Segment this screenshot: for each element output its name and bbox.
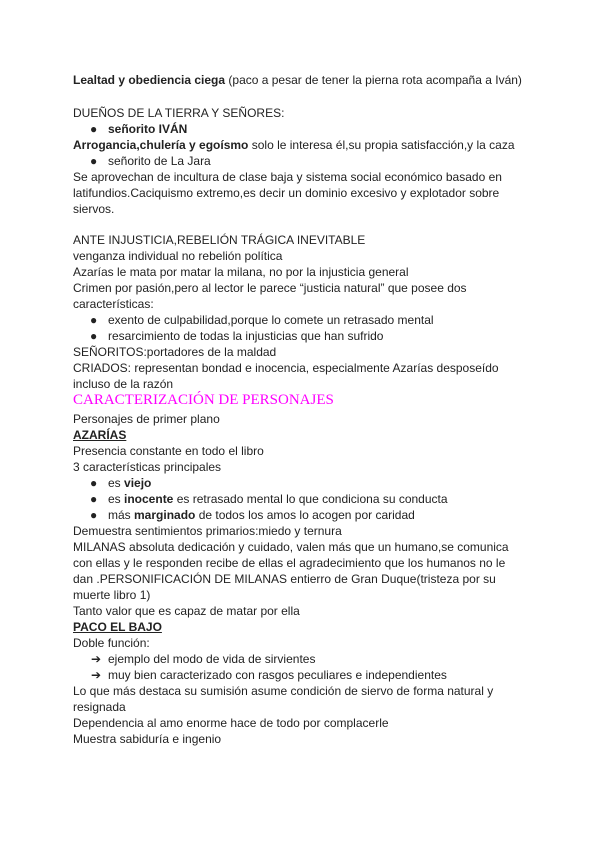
bold-phrase: Arrogancia,chulería y egoísmo [73, 138, 249, 152]
text-line: Muestra sabiduría e ingenio [73, 732, 222, 746]
list-item [90, 328, 383, 344]
text-line: Personajes de primer plano [73, 412, 220, 426]
bold-phrase: viejo [124, 476, 152, 490]
arrow-icon: ➔ [91, 668, 102, 682]
bold-phrase: inocente [124, 492, 174, 506]
bold-phrase: Lealtad y obediencia ciega [73, 73, 226, 87]
text-line: MILANAS absoluta dedicación y cuidado, valen más que un humano,se comunica [73, 540, 509, 554]
text-line: resignada [73, 700, 126, 714]
text-span: de todos los amos lo acogen por caridad [195, 508, 415, 522]
list-item-text: muy bien caracterizado con rasgos peculiares e independientes [108, 668, 447, 682]
text-line: latifundios.Caciquismo extremo,es decir un dominio excesivo y explotador sobre [73, 186, 500, 200]
text-line: con ellas y le responden recibe de ellas el agradecimiento que los humanos no le [73, 556, 506, 570]
list-item [90, 475, 151, 491]
arrow-icon: ➔ [91, 652, 102, 666]
list-item [90, 121, 187, 137]
text-span: más [108, 508, 135, 522]
bullet-icon: ● [90, 313, 98, 327]
text-line: Azarías le mata por matar la milana, no por la injusticia general [73, 265, 409, 279]
list-item-text: ejemplo del modo de vida de sirvientes [108, 652, 316, 666]
text-line: características: [73, 297, 154, 311]
text-line [73, 72, 522, 88]
bullet-icon: ● [90, 122, 98, 136]
text-line: CRIADOS: representan bondad e inocencia, especialmente Azarías desposeído [73, 361, 499, 375]
text-line: Lo que más destaca su sumisión asume condición de siervo de forma natural y [73, 684, 494, 698]
text-line: venganza individual no rebelión política [73, 249, 283, 263]
section-heading: CARACTERIZACIÓN DE PERSONAJES [73, 392, 334, 408]
text-line: Crimen por pasión,pero al lector le parece “justicia natural” que posee dos [73, 281, 467, 295]
list-item-text: exento de culpabilidad,porque lo comete un retrasado mental [108, 313, 434, 327]
bullet-icon: ● [90, 329, 98, 343]
text-line: siervos. [73, 202, 115, 216]
text-line: Dependencia al amo enorme hace de todo por complacerle [73, 716, 389, 730]
bullet-icon: ● [90, 492, 98, 506]
list-item-text: señorito IVÁN [108, 122, 188, 136]
text-span: (paco a pesar de tener la pierna rota acompaña a Iván) [225, 73, 522, 87]
text-span: solo le interesa él,su propia satisfacción,y la caza [248, 138, 515, 152]
text-line: 3 características principales [73, 460, 222, 474]
list-item [91, 651, 315, 667]
text-line: DUEÑOS DE LA TIERRA Y SEÑORES: [73, 106, 285, 120]
text-line: ANTE INJUSTICIA,REBELIÓN TRÁGICA INEVITABLE [73, 233, 366, 247]
list-item [90, 507, 415, 523]
text-span: es retrasado mental lo que condiciona su conducta [173, 492, 448, 506]
list-item [90, 491, 448, 507]
text-line: incluso de la razón [73, 377, 174, 391]
text-line: muerte libro 1) [73, 588, 151, 602]
bullet-icon: ● [90, 476, 98, 490]
subsection-heading: AZARÍAS [73, 428, 127, 442]
bullet-icon: ● [90, 508, 98, 522]
list-item-text: resarcimiento de todas la injusticias que han sufrido [108, 329, 384, 343]
text-line: Tanto valor que es capaz de matar por ella [73, 604, 300, 618]
text-line: Presencia constante en todo el libro [73, 444, 264, 458]
text-span: es [108, 492, 125, 506]
text-line: SEÑORITOS:portadores de la maldad [73, 345, 277, 359]
list-item [91, 667, 447, 683]
list-item-text: señorito de La Jara [108, 154, 211, 168]
text-line: Demuestra sentimientos primarios:miedo y ternura [73, 524, 342, 538]
bullet-icon: ● [90, 154, 98, 168]
list-item [90, 153, 211, 169]
text-line: Doble función: [73, 636, 150, 650]
text-line [73, 137, 515, 153]
text-line: Se aprovechan de incultura de clase baja y sistema social económico basado en [73, 170, 502, 184]
text-span: es [108, 476, 125, 490]
text-line: dan .PERSONIFICACIÓN DE MILANAS entierro de Gran Duque(tristeza por su [73, 572, 496, 586]
list-item [90, 312, 434, 328]
bold-phrase: marginado [134, 508, 196, 522]
subsection-heading: PACO EL BAJO [73, 620, 162, 634]
